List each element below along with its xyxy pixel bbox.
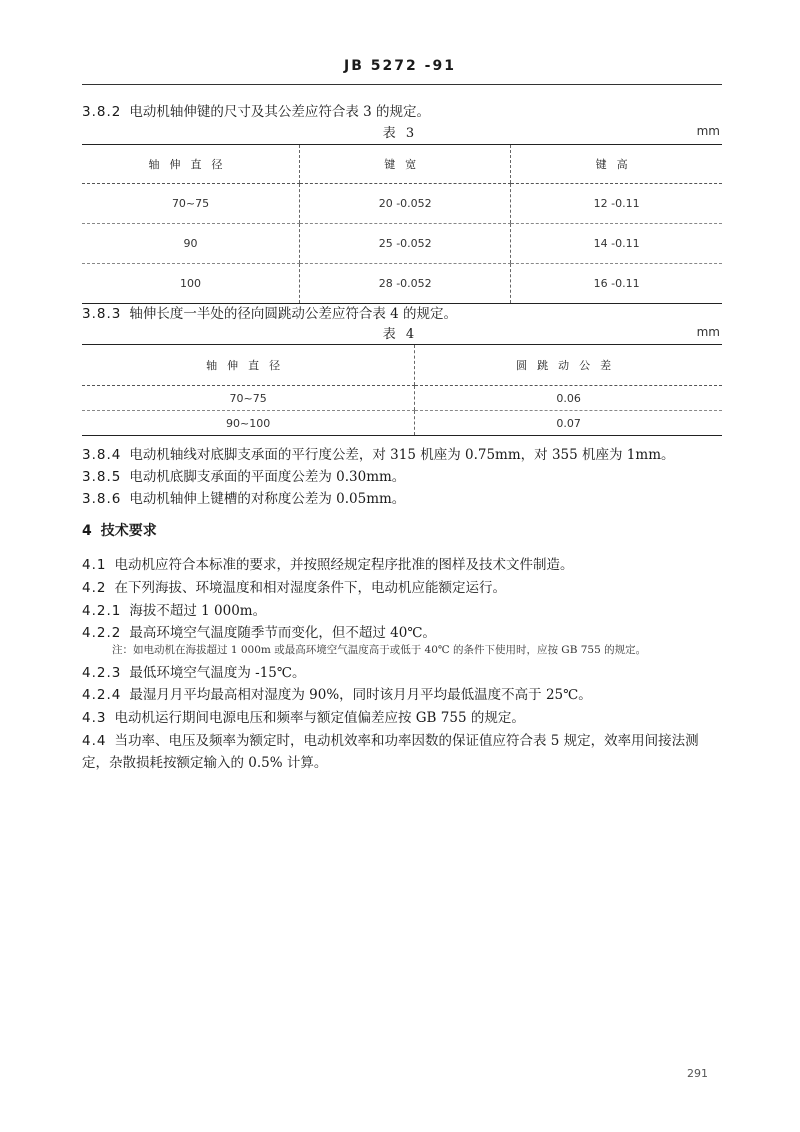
header-rule <box>82 84 722 85</box>
table-cell: 90~100 <box>82 411 415 436</box>
clause-4-1 <box>82 553 573 573</box>
clause-text: 海拔不超过 1 000m。 <box>129 603 267 619</box>
clause-number: 3.8.3 <box>82 306 122 322</box>
clause-number: 4.2 <box>82 580 107 596</box>
table-4 <box>82 344 722 436</box>
table-cell: 20 -0.052 <box>300 184 511 224</box>
clause-number: 4.4 <box>82 733 107 749</box>
clause-text: 最高环境空气温度随季节而变化，但不超过 40℃。 <box>129 625 436 641</box>
clause-text: 电动机底脚支承面的平面度公差为 0.30mm。 <box>129 469 406 485</box>
clause-number: 4.1 <box>82 557 107 573</box>
clause-4-2-3 <box>82 661 306 681</box>
table-cell: 0.06 <box>415 386 722 411</box>
column-header: 键高 <box>511 145 722 184</box>
clause-3-8-3 <box>82 302 457 322</box>
column-header: 键宽 <box>300 145 511 184</box>
clause-number: 3.8.5 <box>82 469 122 485</box>
clause-text: 电动机运行期间电源电压和频率与额定值偏差应按 GB 755 的规定。 <box>114 710 525 726</box>
table-cell: 90 <box>82 224 300 264</box>
clause-number: 4.2.1 <box>82 603 122 619</box>
table-cell: 28 -0.052 <box>300 264 511 304</box>
clause-number: 4.3 <box>82 710 107 726</box>
clause-4-3 <box>82 706 525 726</box>
clause-number: 3.8.2 <box>82 104 122 120</box>
clause-number: 4.2.3 <box>82 665 122 681</box>
table-3-unit: mm <box>696 124 720 138</box>
table-header-row <box>82 145 722 184</box>
table-cell: 25 -0.052 <box>300 224 511 264</box>
table-cell: 70~75 <box>82 386 415 411</box>
clause-4-4-continuation: 定，杂散损耗按额定输入的 0.5% 计算。 <box>82 755 328 771</box>
clause-number: 4.2.2 <box>82 625 122 641</box>
table-row <box>82 386 722 411</box>
clause-4-2-1 <box>82 599 266 619</box>
table-4-unit: mm <box>696 325 720 339</box>
table-row <box>82 264 722 304</box>
clause-4-2-4 <box>82 683 592 703</box>
table-cell: 0.07 <box>415 411 722 436</box>
table-cell: 100 <box>82 264 300 304</box>
clause-text: 电动机轴伸上键槽的对称度公差为 0.05mm。 <box>129 491 406 507</box>
clause-text: 最低环境空气温度为 -15℃。 <box>129 665 306 681</box>
clause-4-2-2-note: 注：如电动机在海拔超过 1 000m 或最高环境空气温度高于或低于 40℃ 的条件下使用时，应按 GB 755 的规定。 <box>112 644 647 656</box>
table-row <box>82 224 722 264</box>
standard-header: JB 5272 -91 <box>344 58 456 74</box>
clause-text: 轴伸长度一半处的径向圆跳动公差应符合表 4 的规定。 <box>129 306 458 322</box>
table-cell: 12 -0.11 <box>511 184 722 224</box>
section-4-heading <box>82 520 157 540</box>
clause-number: 3.8.6 <box>82 491 122 507</box>
clause-number: 4.2.4 <box>82 687 122 703</box>
clause-4-2-2 <box>82 621 436 641</box>
clause-4-2 <box>82 576 506 596</box>
clause-text: 电动机应符合本标准的要求，并按照经规定程序批准的图样及技术文件制造。 <box>114 557 574 573</box>
table-4-caption: 表 4 <box>382 327 418 342</box>
section-number: 4 <box>82 523 93 539</box>
column-header: 轴伸直径 <box>82 345 415 386</box>
table-row <box>82 184 722 224</box>
clause-3-8-5 <box>82 465 405 485</box>
clause-text: 在下列海拔、环境温度和相对湿度条件下，电动机应能额定运行。 <box>114 580 506 596</box>
column-header: 轴伸直径 <box>82 145 300 184</box>
clause-3-8-2 <box>82 100 430 120</box>
clause-3-8-6 <box>82 487 405 507</box>
table-header-row <box>82 345 722 386</box>
clause-text: 当功率、电压及频率为额定时，电动机效率和功率因数的保证值应符合表 5 规定，效率用间接法测 <box>114 733 699 749</box>
column-header: 圆跳动公差 <box>415 345 722 386</box>
page-number: 291 <box>687 1067 708 1080</box>
section-title: 技术要求 <box>100 523 157 539</box>
table-cell: 14 -0.11 <box>511 224 722 264</box>
table-cell: 16 -0.11 <box>511 264 722 304</box>
clause-3-8-4 <box>82 443 675 463</box>
table-3 <box>82 144 722 304</box>
clause-4-4 <box>82 729 699 749</box>
clause-text: 电动机轴线对底脚支承面的平行度公差，对 315 机座为 0.75mm，对 355 机座为 1mm。 <box>129 447 675 463</box>
clause-number: 3.8.4 <box>82 447 122 463</box>
table-cell: 70~75 <box>82 184 300 224</box>
clause-text: 电动机轴伸键的尺寸及其公差应符合表 3 的规定。 <box>129 104 431 120</box>
table-3-caption: 表 3 <box>382 126 418 141</box>
clause-text: 最湿月月平均最高相对湿度为 90%，同时该月月平均最低温度不高于 25℃。 <box>129 687 592 703</box>
table-row <box>82 411 722 436</box>
